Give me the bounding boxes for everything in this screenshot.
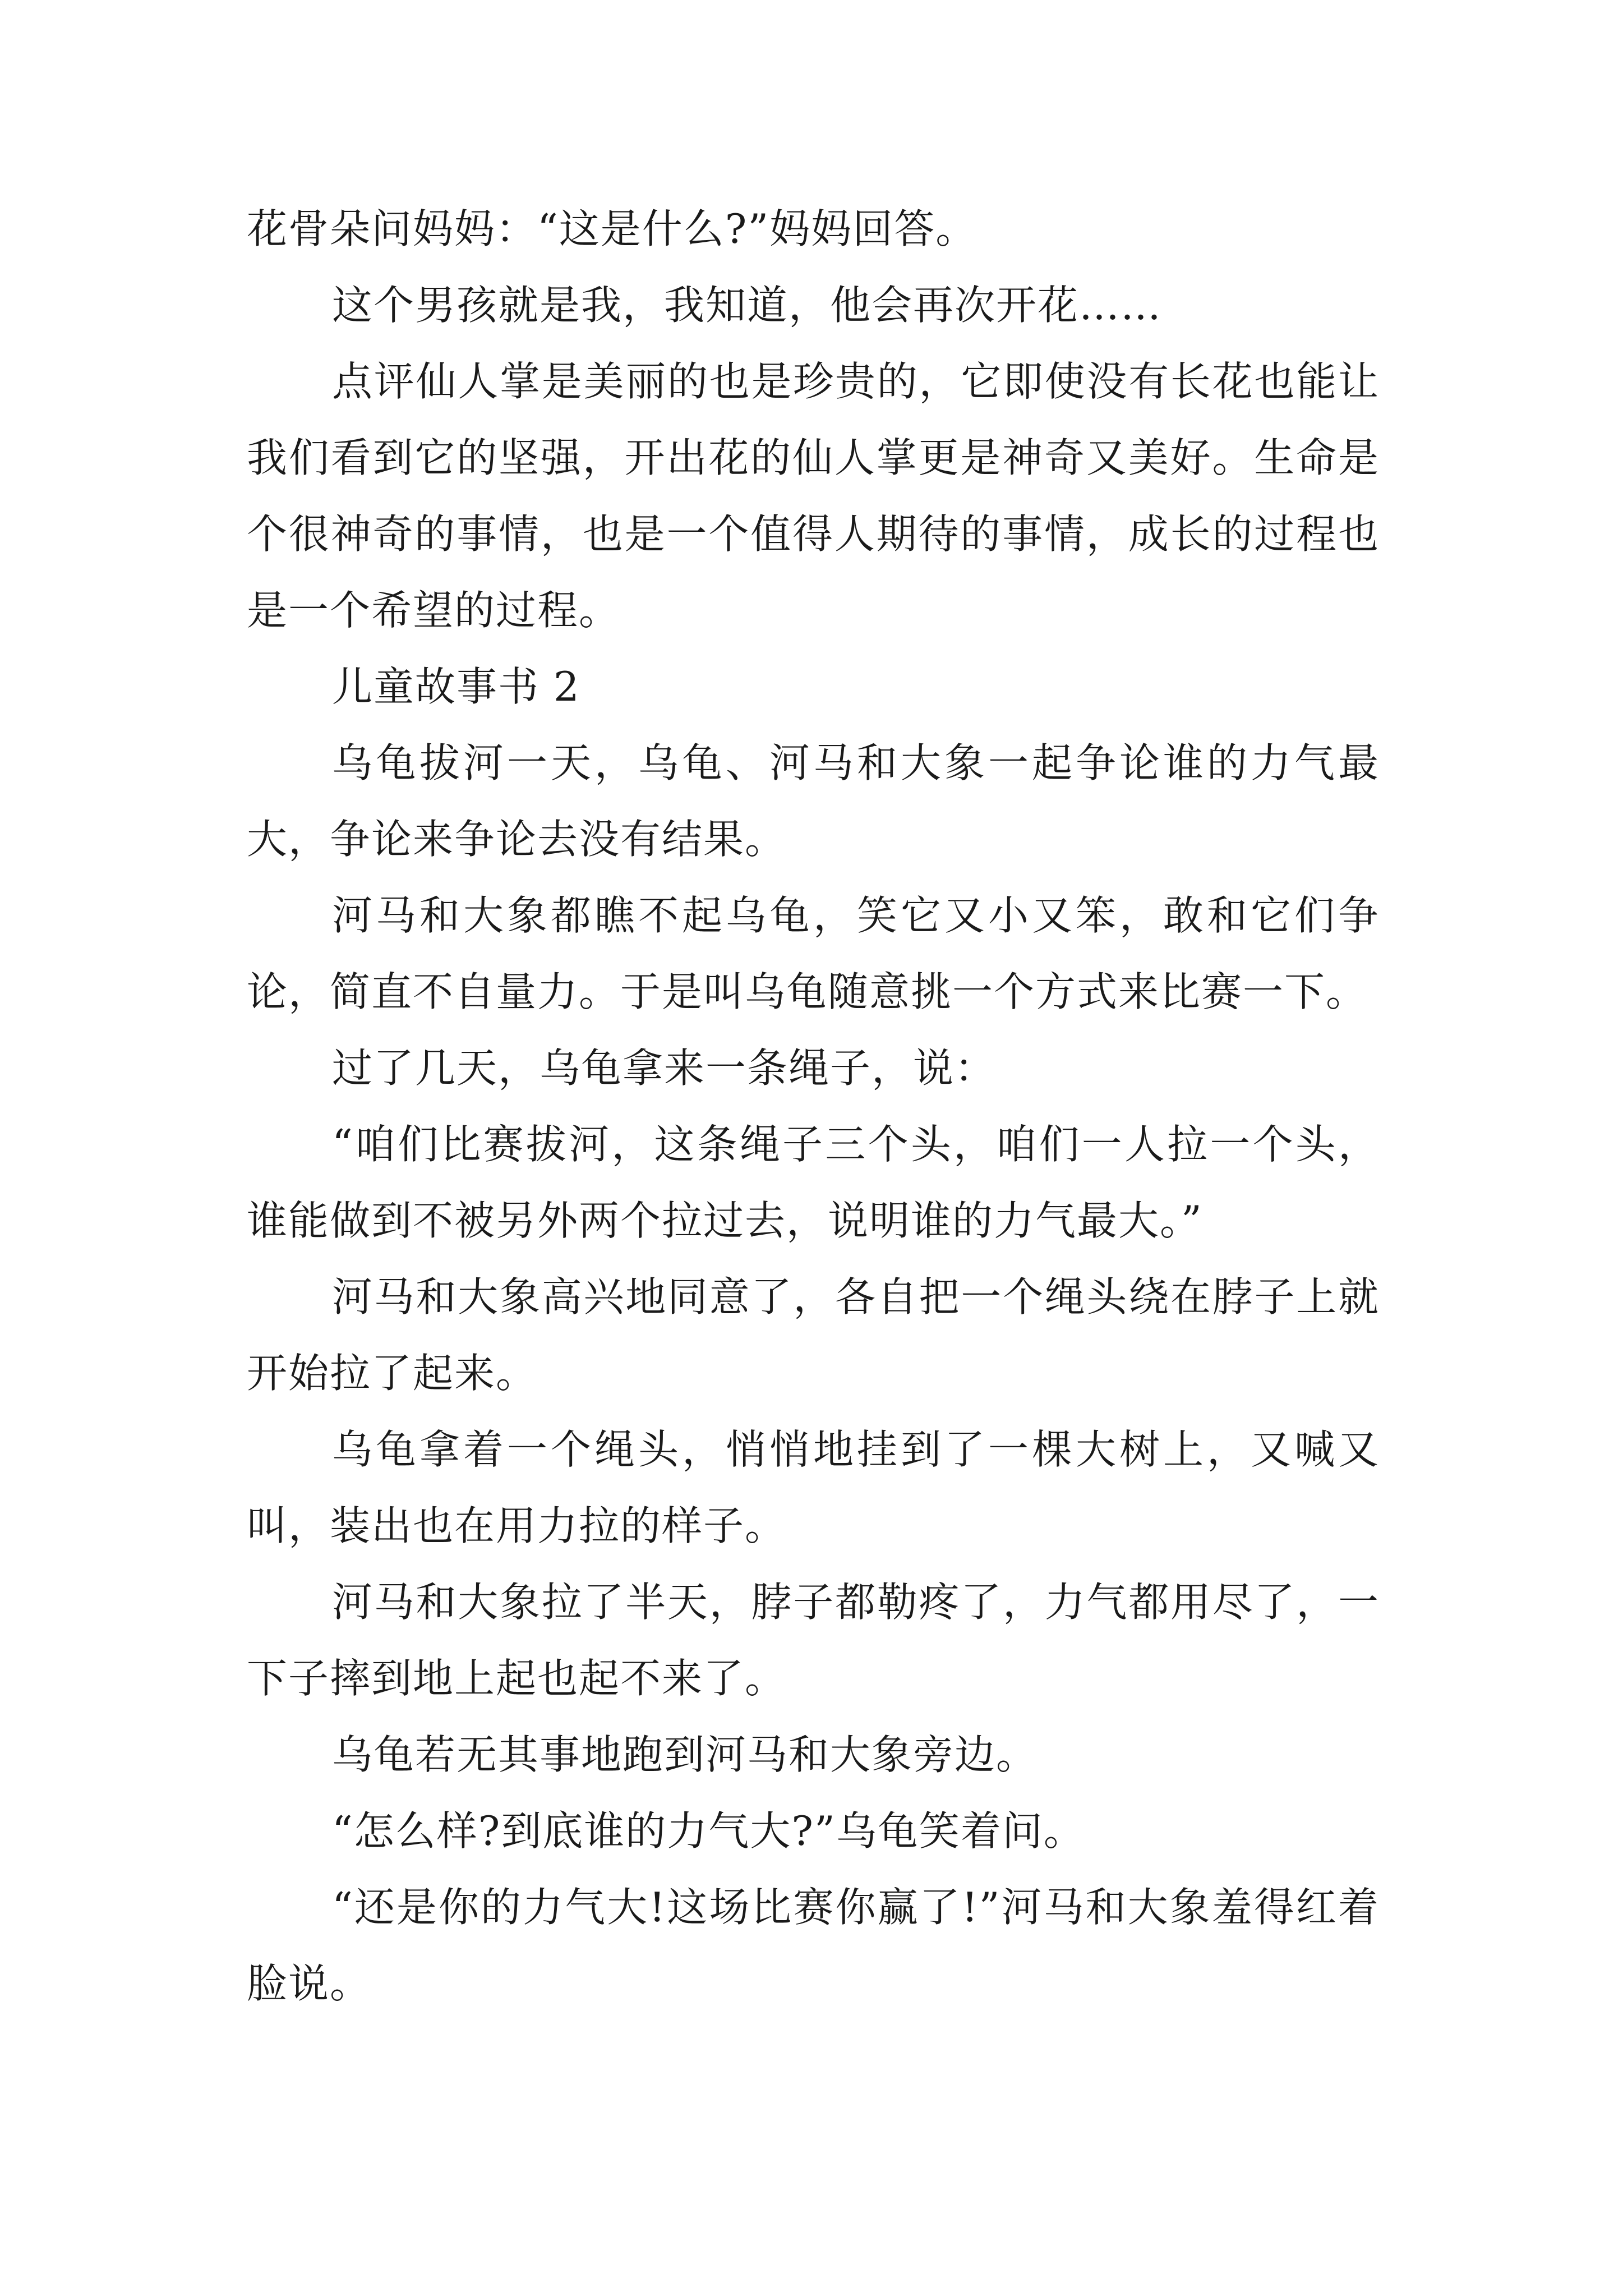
paragraph-agree: 河马和大象高兴地同意了，各自把一个绳头绕在脖子上就开始拉了起来。 [247, 1273, 1380, 1397]
paragraph-question-quote: “怎么样?到底谁的力气大?”乌龟笑着问。 [332, 1807, 1085, 1855]
paragraph-continuation: 花骨朵问妈妈：“这是什么?”妈妈回答。 [247, 205, 978, 252]
paragraph-rope: 过了几天，乌龟拿来一条绳子，说： [332, 1045, 997, 1092]
paragraph-story-intro: 乌龟拔河一天，乌龟、河马和大象一起争论谁的力气最大，争论来争论去没有结果。 [247, 739, 1380, 863]
paragraph-exhausted: 河马和大象拉了半天，脖子都勒疼了，力气都用尽了，一下子摔到地上起也起不来了。 [247, 1579, 1380, 1702]
paragraph-rules-quote: “咱们比赛拔河，这条绳子三个头，咱们一人拉一个头，谁能做到不被另外两个拉过去，说明谁的力气最大。” [247, 1121, 1380, 1244]
paragraph-contempt: 河马和大象都瞧不起乌龟，笑它又小又笨，敢和它们争论，简直不自量力。于是叫乌龟随意挑一个方式来比赛一下。 [247, 892, 1380, 1015]
story-heading: 儿童故事书 2 [332, 663, 580, 710]
paragraph-comment: 点评仙人掌是美丽的也是珍贵的，它即使没有长花也能让我们看到它的坚强，开出花的仙人掌更是神奇又美好。生命是个很神奇的事情，也是一个值得人期待的事情，成长的过程也是一个希望的过程。 [247, 358, 1380, 634]
paragraph-tree: 乌龟拿着一个绳头，悄悄地挂到了一棵大树上，又喊又叫，装出也在用力拉的样子。 [247, 1426, 1380, 1549]
document-body [247, 191, 1380, 2022]
paragraph-boy: 这个男孩就是我，我知道，他会再次开花…… [332, 282, 1163, 329]
paragraph-answer-quote: “还是你的力气大!这场比赛你赢了!”河马和大象羞得红着脸说。 [247, 1884, 1380, 2007]
paragraph-approach: 乌龟若无其事地跑到河马和大象旁边。 [332, 1731, 1038, 1778]
